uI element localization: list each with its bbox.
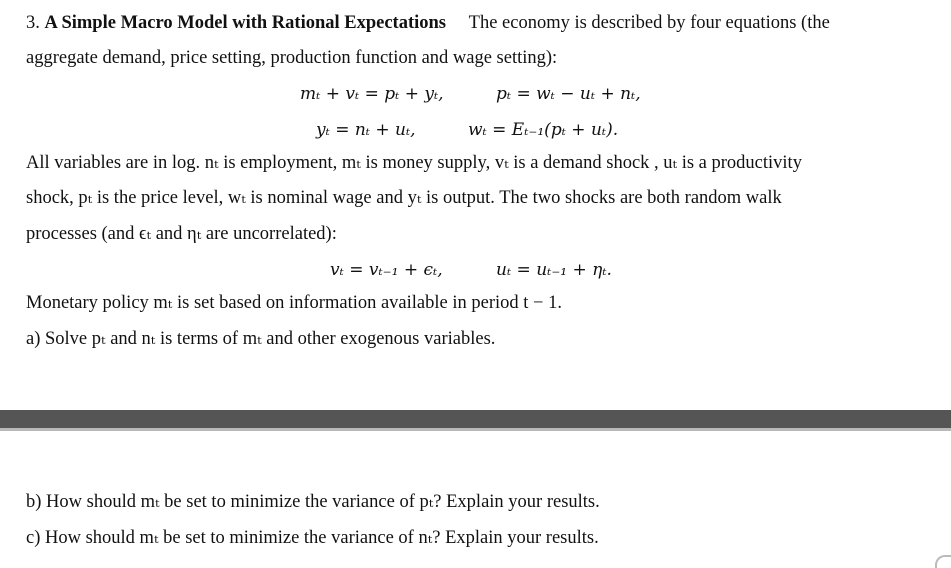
equation-aggregate-demand: mₜ + vₜ = pₜ + yₜ, [300, 84, 444, 104]
problem-number: 3. [26, 13, 40, 33]
equation-price-setting: pₜ = wₜ − uₜ + nₜ, [496, 84, 641, 104]
section-divider-shadow [0, 428, 951, 431]
variables-description-2: shock, pₜ is the price level, wₜ is nominal wage and yₜ is output. The two shocks are both random walk [26, 188, 782, 208]
part-b-question: b) How should mₜ be set to minimize the variance of pₜ? Explain your results. [26, 492, 600, 512]
intro-text-1: The economy is described by four equations (the [468, 13, 830, 33]
section-divider [0, 410, 951, 428]
intro-text-2: aggregate demand, price setting, production function and wage setting): [26, 48, 558, 68]
part-c-question: c) How should mₜ be set to minimize the variance of nₜ? Explain your results. [26, 528, 599, 548]
problem-heading-line [26, 12, 830, 34]
part-a-question: a) Solve pₜ and nₜ is terms of mₜ and other exogenous variables. [26, 329, 496, 349]
problem-title: A Simple Macro Model with Rational Expectations [44, 13, 447, 33]
equation-production: yₜ = nₜ + uₜ, [316, 120, 416, 140]
resize-corner-icon [935, 555, 951, 568]
variables-description-1: All variables are in log. nₜ is employment, mₜ is money supply, vₜ is a demand shock , uₜ is a productivity [26, 153, 802, 173]
equation-demand-shock-process: vₜ = vₜ₋₁ + ϵₜ, [330, 260, 443, 280]
monetary-policy-statement: Monetary policy mₜ is set based on information available in period t − 1. [26, 293, 562, 313]
variables-description-3: processes (and ϵₜ and ηₜ are uncorrelated): [26, 224, 337, 244]
equation-wage-setting: wₜ = Eₜ₋₁(pₜ + uₜ). [468, 120, 619, 140]
equation-productivity-shock-process: uₜ = uₜ₋₁ + ηₜ. [496, 260, 612, 280]
